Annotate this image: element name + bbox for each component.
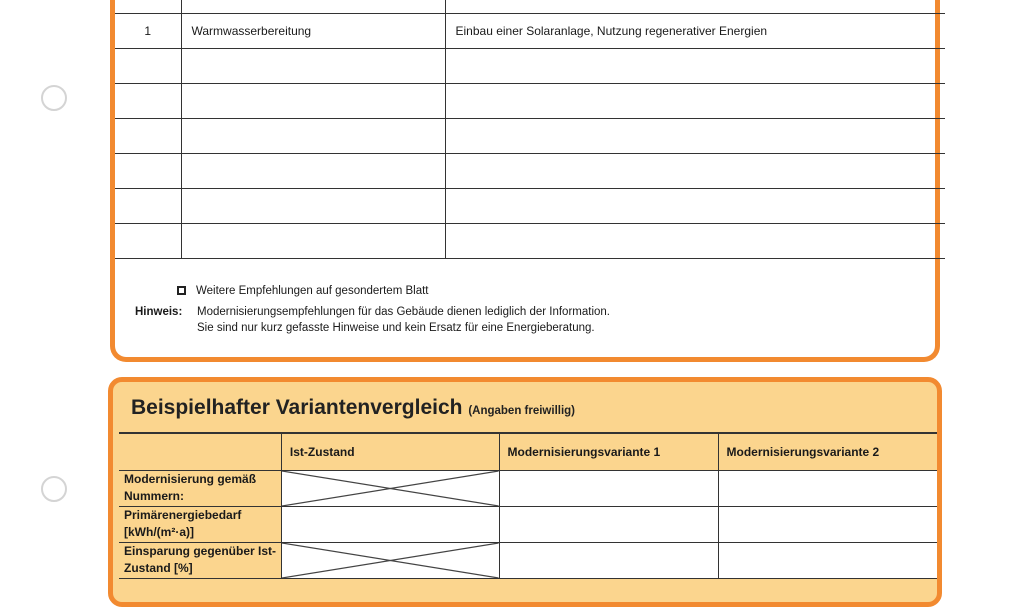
cell-component[interactable] <box>181 118 445 153</box>
table-row <box>119 542 937 578</box>
table-row <box>115 118 945 153</box>
cell-component[interactable] <box>181 153 445 188</box>
cell-measure[interactable] <box>445 83 945 118</box>
value-cell[interactable] <box>281 542 499 578</box>
cell-nr[interactable] <box>115 83 181 118</box>
hint-line: Sie sind nur kurz gefasste Hinweise und kein Ersatz für eine Energieberatung. <box>197 322 595 334</box>
column-header: Modernisierungsvariante 2 <box>718 433 937 470</box>
hint-line: Modernisierungsempfehlungen für das Gebäude dienen lediglich der Information. <box>197 306 610 318</box>
cell-component[interactable] <box>181 48 445 83</box>
cell-nr[interactable] <box>115 0 181 13</box>
column-header <box>119 433 281 470</box>
table-row <box>119 470 937 506</box>
binder-hole <box>41 85 67 111</box>
comparison-table <box>119 432 937 579</box>
checkbox-label: Weitere Empfehlungen auf gesondertem Blatt <box>196 285 429 297</box>
cell-component[interactable] <box>181 188 445 223</box>
table-row <box>115 223 945 258</box>
cell-component[interactable]: Warmwasserbereitung <box>181 13 445 48</box>
column-header: Ist-Zustand <box>281 433 499 470</box>
value-cell[interactable] <box>718 506 937 542</box>
recommendations-panel <box>110 0 940 362</box>
value-cell[interactable] <box>718 470 937 506</box>
cell-measure[interactable] <box>445 118 945 153</box>
cell-nr[interactable] <box>115 118 181 153</box>
table-row <box>115 13 945 48</box>
recommendations-table <box>115 0 945 259</box>
cell-measure[interactable] <box>445 0 945 13</box>
cell-nr[interactable] <box>115 223 181 258</box>
binder-hole <box>41 476 67 502</box>
value-cell[interactable] <box>281 506 499 542</box>
value-cell[interactable] <box>281 470 499 506</box>
cell-component[interactable] <box>181 83 445 118</box>
value-cell[interactable] <box>718 542 937 578</box>
value-cell[interactable] <box>499 542 718 578</box>
value-cell[interactable] <box>499 470 718 506</box>
table-row <box>119 506 937 542</box>
table-row <box>115 0 945 13</box>
table-row <box>115 188 945 223</box>
subtitle-text: (Angaben freiwillig) <box>468 405 576 417</box>
header-row <box>119 433 937 470</box>
cell-nr[interactable] <box>115 48 181 83</box>
cross-out-mark <box>282 543 499 578</box>
notes <box>135 285 610 336</box>
column-header: Modernisierungsvariante 1 <box>499 433 718 470</box>
cell-nr[interactable]: 1 <box>115 13 181 48</box>
checkbox[interactable] <box>177 286 186 295</box>
table-row <box>115 153 945 188</box>
cell-measure[interactable] <box>445 48 945 83</box>
table-row <box>115 83 945 118</box>
row-label: Einsparung gegenüber Ist-Zustand [%] <box>119 542 281 578</box>
cell-nr[interactable] <box>115 188 181 223</box>
variant-comparison-panel <box>108 377 942 607</box>
hint-label: Hinweis: <box>135 306 183 318</box>
cell-component[interactable] <box>181 0 445 13</box>
cell-measure[interactable] <box>445 188 945 223</box>
cell-measure[interactable] <box>445 223 945 258</box>
row-label: Modernisierung gemäß Nummern: <box>119 470 281 506</box>
section-title <box>131 396 575 420</box>
table-row <box>115 48 945 83</box>
more-recommendations-option[interactable] <box>177 285 610 297</box>
cell-nr[interactable] <box>115 153 181 188</box>
cell-component[interactable] <box>181 223 445 258</box>
cell-measure[interactable]: Einbau einer Solaranlage, Nutzung regenerativer Energien <box>445 13 945 48</box>
cross-out-mark <box>282 471 499 506</box>
row-label: Primärenergiebedarf [kWh/(m²·a)] <box>119 506 281 542</box>
title-text: Beispielhafter Variantenvergleich <box>131 396 463 419</box>
value-cell[interactable] <box>499 506 718 542</box>
cell-measure[interactable] <box>445 153 945 188</box>
